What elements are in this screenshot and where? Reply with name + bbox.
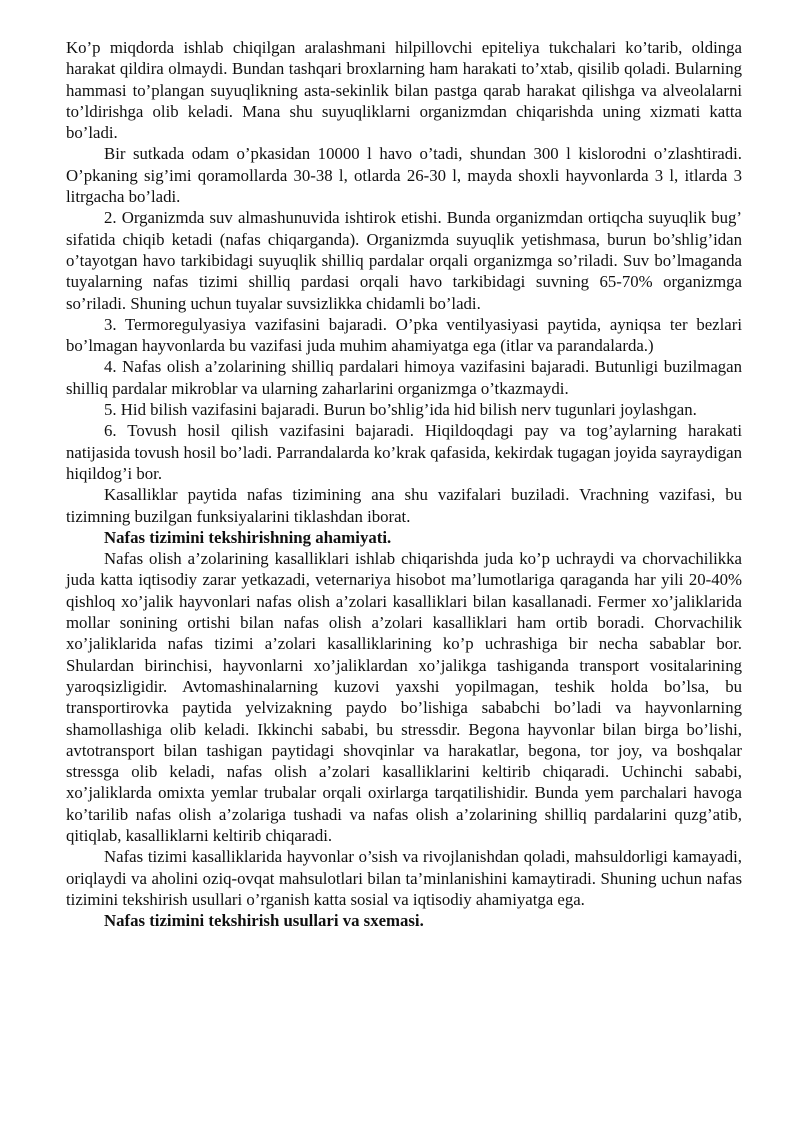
paragraph-air-volume: Bir sutkada odam o’pkasidan 10000 l havo o’tadi, shundan 300 l kislorodni o’zlashtiradi. O’pkaning sig’imi qoramollarda 30-38 l, otlarda 26-30 l, mayda shoxli hayvonlarda 3 l, itlarda 3 litrgacha bo’ladi. (66, 144, 742, 207)
paragraph-voice-function: 6. Tovush hosil qilish vazifasini bajaradi. Hiqildoqdagi pay va tog’aylarning harakati natijasida tovush hosil bo’ladi. Parrandalarda ko’krak qafasida, kekirdak tugagan joyida sayraydigan hiqildog’i bor. (66, 421, 742, 483)
paragraph-water-exchange: 2. Organizmda suv almashunuvida ishtirok etishi. Bunda organizmdan ortiqcha suyuqlik bug’ sifatida chiqib ketadi (nafas chiqarganda). Organizmda suyuqlik yetishmasa, burun bo’shlig’idan o’tayotgan havo tarkibidagi suyuqlik shilliq pardalar orqali organizmga so’riladi. Suv bo’lmaganda tuyalarning nafas tizimi shilliq pardasi orqali havo tarkibidagi suvning 65-70% organizmga so’riladi. Shuning uchun tuyalar suvsizlikka chidamli bo’ladi. (66, 208, 742, 313)
paragraph-thermoregulation: 3. Termoregulyasiya vazifasini bajaradi. O’pka ventilyasiyasi paytida, ayniqsa ter bezlari bo’lmagan hayvonlarda bu vazifasi juda muhim ahamiyatga ega (itlar va parandalarda.) (66, 314, 742, 356)
section-heading-importance: Nafas tizimini tekshirishning ahamiyati. (104, 527, 392, 547)
paragraph-disease-disruption: Kasalliklar paytida nafas tizimining ana shu vazifalari buziladi. Vrachning vazifasi, bu tizimning buzilgan funksiyalarini tiklashdan iborat. (66, 485, 742, 526)
paragraph-disease-causes: Nafas olish a’zolarining kasalliklari ishlab chiqarishda juda ko’p uchraydi va chorvachilikka juda katta iqtisodiy zarar yetkazadi, veternariya hisobot ma’lumotlariga qaraganda har yili 20-40% qishloq xo’jalik hayvonlari nafas olish a’zolari kasalliklari bilan kasallanadi. Fermer xo’jaliklarida mollar sonining ortishi bilan nafas olish a’zolari kasalliklari ham ortib boradi. Chorvachilik xo’jaliklarida nafas tizimi a’zolari kasalliklarining ko’p uchrashiga bir necha sabablar bor. Shulardan birinchisi, hayvonlarni xo’jaliklardan xo’jalikga tashiganda transport vositalarining yaroqsizligidir. Avtomashinalarning kuzovi yaxshi yopilmagan, teshik holda bo’lsa, bu transportirovka paytida yelvizakning paydo bo’lishiga sababchi bo’ladi va hayvonlarning shamollashiga olib keladi. Ikkinchi sababi, bu stressdir. Begona hayvonlar bilan birga bo’lishi, avtotransport bilan tashigan paytidagi shovqinlar va harakatlar, begona, tor joy, va boshqalar stressga olib keladi, nafas olish a’zolari kasalliklarini keltirib chiqaradi. Uchinchi sababi, xo’jaliklarda omixta yemlar trubalar orqali oxirlarga tarqatilishidir. Bunda yem parchalari havoga ko’tarilib nafas olish a’zolariga tushadi va nafas olish a’zolarining shilliq pardalarini quzg’atib, qitiqlab, kasalliklarni keltirib chiqaradi. (66, 549, 742, 845)
paragraph-social-economic: Nafas tizimi kasalliklarida hayvonlar o’sish va rivojlanishdan qoladi, mahsuldorligi kamayadi, oriqlaydi va aholini oziq-ovqat mahsulotlari bilan ta’minlanishini kamaytiradi. Shuning uchun nafas tizimini tekshirish usullari o’rganish katta sosial va iqtisodiy ahamiyatga ega. (66, 847, 742, 909)
document-page (66, 37, 742, 931)
paragraph-mucus-clearance: Ko’p miqdorda ishlab chiqilgan aralashmani hilpillovchi epiteliya tukchalari ko’tarib, oldinga harakat qildira olmaydi. Bundan tashqari broxlarning ham harakati to’xtab, qisilib qoladi. Bularning hammasi to’plangan suyuqlikning asta-sekinlik bilan pastga qarab harakat qilishga va alveolalarni to’ldirishga olib keladi. Mana shu suyuqliklarni organizmdan chiqarishda uning xizmati katta bo’ladi. (66, 38, 742, 143)
section-heading-methods: Nafas tizimini tekshirish usullari va sxemasi. (104, 911, 424, 931)
paragraph-smell-function: 5. Hid bilish vazifasini bajaradi. Burun bo’shlig’ida hid bilish nerv tugunlari joylashgan. (104, 400, 697, 420)
paragraph-protective-function: 4. Nafas olish a’zolarining shilliq pardalari himoya vazifasini bajaradi. Butunligi buzilmagan shilliq pardalar mikroblar va ularning zaharlarini organizmga o’tkazmaydi. (66, 357, 742, 398)
